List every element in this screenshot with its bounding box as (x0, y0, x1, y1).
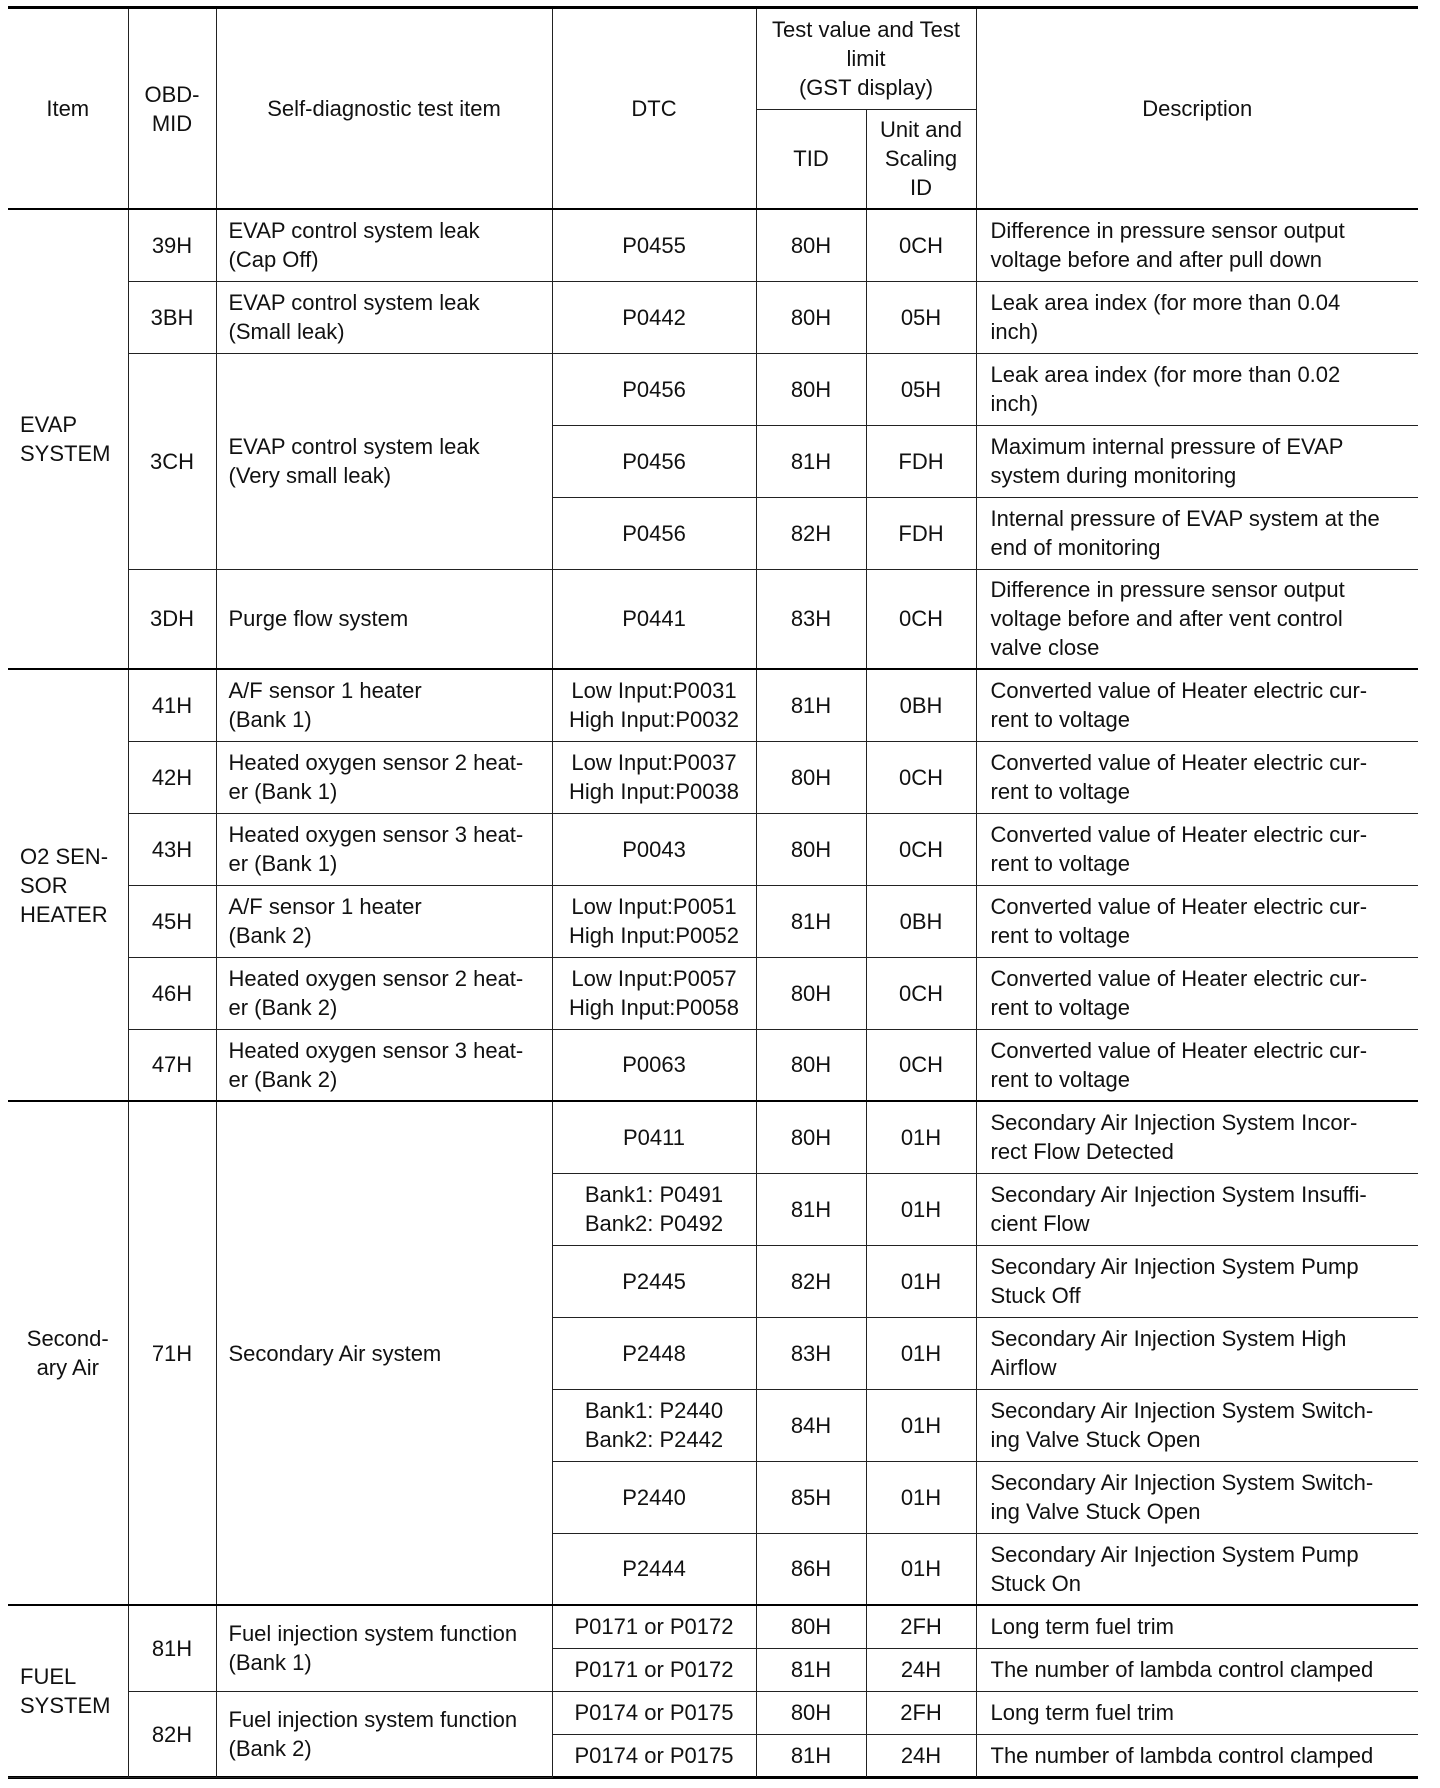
dtc-cell: P2445 (552, 1245, 756, 1317)
tid-cell: 80H (756, 281, 866, 353)
description-cell: Secondary Air Injection System High Airflow (976, 1317, 1418, 1389)
dtc-cell: Bank1: P0491 Bank2: P0492 (552, 1173, 756, 1245)
description-cell: The number of lambda control clamped (976, 1648, 1418, 1691)
test-item-cell: A/F sensor 1 heater (Bank 1) (216, 669, 552, 741)
header-test-item: Self-diagnostic test item (216, 9, 552, 209)
unit-cell: 05H (866, 353, 976, 425)
dtc-cell: P0442 (552, 281, 756, 353)
table-body (8, 209, 1418, 1777)
dtc-cell: P0043 (552, 813, 756, 885)
description-cell: Secondary Air Injection System Pump Stuck Off (976, 1245, 1418, 1317)
test-item-cell: Purge flow system (216, 569, 552, 669)
test-item-cell: A/F sensor 1 heater (Bank 2) (216, 885, 552, 957)
dtc-cell: P0063 (552, 1029, 756, 1101)
table-row (8, 1605, 1418, 1648)
table-header (8, 9, 1418, 209)
group-label-secondary-air: Second- ary Air (8, 1101, 128, 1605)
dtc-cell: P0174 or P0175 (552, 1734, 756, 1777)
unit-cell: 0CH (866, 813, 976, 885)
tid-cell: 83H (756, 1317, 866, 1389)
dtc-cell: P0456 (552, 425, 756, 497)
tid-cell: 83H (756, 569, 866, 669)
test-item-cell: Heated oxygen sensor 3 heat- er (Bank 1) (216, 813, 552, 885)
dtc-cell: P2440 (552, 1461, 756, 1533)
tid-cell: 82H (756, 1245, 866, 1317)
test-item-cell: Fuel injection system function (Bank 2) (216, 1691, 552, 1777)
tid-cell: 81H (756, 1648, 866, 1691)
obd-mid-cell: 81H (128, 1605, 216, 1691)
description-cell: Converted value of Heater electric cur- rent to voltage (976, 669, 1418, 741)
tid-cell: 84H (756, 1389, 866, 1461)
unit-cell: FDH (866, 497, 976, 569)
tid-cell: 81H (756, 669, 866, 741)
tid-cell: 81H (756, 1173, 866, 1245)
description-cell: Converted value of Heater electric cur- rent to voltage (976, 1029, 1418, 1101)
test-item-cell: EVAP control system leak (Cap Off) (216, 209, 552, 281)
header-tid: TID (756, 109, 866, 209)
obd-mid-cell: 71H (128, 1101, 216, 1605)
tid-cell: 80H (756, 1605, 866, 1648)
test-item-cell: Secondary Air system (216, 1101, 552, 1605)
description-cell: Secondary Air Injection System Switch- ing Valve Stuck Open (976, 1389, 1418, 1461)
dtc-cell: P0171 or P0172 (552, 1648, 756, 1691)
tid-cell: 81H (756, 1734, 866, 1777)
dtc-cell: Low Input:P0031 High Input:P0032 (552, 669, 756, 741)
description-cell: Converted value of Heater electric cur- rent to voltage (976, 813, 1418, 885)
unit-cell: 01H (866, 1461, 976, 1533)
header-description: Description (976, 9, 1418, 209)
table-row (8, 813, 1418, 885)
obd-mid-cell: 3CH (128, 353, 216, 569)
test-item-cell: EVAP control system leak (Very small leak) (216, 353, 552, 569)
test-item-cell: Heated oxygen sensor 2 heat- er (Bank 1) (216, 741, 552, 813)
dtc-cell: P0456 (552, 497, 756, 569)
unit-cell: FDH (866, 425, 976, 497)
unit-cell: 2FH (866, 1691, 976, 1734)
group-label-o2-sensor-heater: O2 SEN- SOR HEATER (8, 669, 128, 1101)
table-row (8, 885, 1418, 957)
header-test-value: Test value and Test limit (GST display) (756, 9, 976, 109)
tid-cell: 80H (756, 1029, 866, 1101)
table-row (8, 741, 1418, 813)
description-cell: Maximum internal pressure of EVAP system during monitoring (976, 425, 1418, 497)
unit-cell: 01H (866, 1389, 976, 1461)
unit-cell: 2FH (866, 1605, 976, 1648)
tid-cell: 80H (756, 353, 866, 425)
description-cell: Secondary Air Injection System Pump Stuck On (976, 1533, 1418, 1605)
unit-cell: 05H (866, 281, 976, 353)
header-obd-mid: OBD- MID (128, 9, 216, 209)
obd-mid-cell: 3DH (128, 569, 216, 669)
dtc-cell: Bank1: P2440 Bank2: P2442 (552, 1389, 756, 1461)
tid-cell: 80H (756, 1691, 866, 1734)
obd-mid-cell: 43H (128, 813, 216, 885)
unit-cell: 0CH (866, 741, 976, 813)
tid-cell: 80H (756, 209, 866, 281)
description-cell: Internal pressure of EVAP system at the end of monitoring (976, 497, 1418, 569)
self-diagnostic-test-table (8, 9, 1418, 1778)
dtc-cell: P0174 or P0175 (552, 1691, 756, 1734)
obd-mid-cell: 47H (128, 1029, 216, 1101)
dtc-cell: P0456 (552, 353, 756, 425)
header-unit-scaling-id: Unit and Scaling ID (866, 109, 976, 209)
table-row (8, 1101, 1418, 1173)
unit-cell: 0CH (866, 957, 976, 1029)
unit-cell: 0CH (866, 1029, 976, 1101)
description-cell: Leak area index (for more than 0.02 inch) (976, 353, 1418, 425)
header-dtc: DTC (552, 9, 756, 209)
tid-cell: 81H (756, 885, 866, 957)
unit-cell: 24H (866, 1734, 976, 1777)
description-cell: Converted value of Heater electric cur- rent to voltage (976, 741, 1418, 813)
description-cell: Leak area index (for more than 0.04 inch) (976, 281, 1418, 353)
dtc-cell: Low Input:P0037 High Input:P0038 (552, 741, 756, 813)
tid-cell: 86H (756, 1533, 866, 1605)
tid-cell: 85H (756, 1461, 866, 1533)
description-cell: Converted value of Heater electric cur- rent to voltage (976, 957, 1418, 1029)
description-cell: Long term fuel trim (976, 1691, 1418, 1734)
obd-mid-cell: 41H (128, 669, 216, 741)
table-row (8, 1691, 1418, 1734)
tid-cell: 80H (756, 1101, 866, 1173)
description-cell: Difference in pressure sensor output voltage before and after pull down (976, 209, 1418, 281)
tid-cell: 80H (756, 741, 866, 813)
description-cell: Secondary Air Injection System Switch- ing Valve Stuck Open (976, 1461, 1418, 1533)
unit-cell: 24H (866, 1648, 976, 1691)
obd-mid-cell: 82H (128, 1691, 216, 1777)
table-row (8, 569, 1418, 669)
table-row (8, 957, 1418, 1029)
test-item-cell: Heated oxygen sensor 2 heat- er (Bank 2) (216, 957, 552, 1029)
dtc-cell: P2448 (552, 1317, 756, 1389)
header-item: Item (8, 9, 128, 209)
unit-cell: 01H (866, 1173, 976, 1245)
dtc-cell: P0455 (552, 209, 756, 281)
dtc-cell: Low Input:P0057 High Input:P0058 (552, 957, 756, 1029)
unit-cell: 0CH (866, 209, 976, 281)
dtc-cell: P0411 (552, 1101, 756, 1173)
obd-mid-cell: 42H (128, 741, 216, 813)
description-cell: Converted value of Heater electric cur- rent to voltage (976, 885, 1418, 957)
tid-cell: 82H (756, 497, 866, 569)
obd-mid-cell: 46H (128, 957, 216, 1029)
tid-cell: 80H (756, 813, 866, 885)
tid-cell: 81H (756, 425, 866, 497)
unit-cell: 01H (866, 1317, 976, 1389)
description-cell: Secondary Air Injection System Incor- rect Flow Detected (976, 1101, 1418, 1173)
table-row (8, 209, 1418, 281)
unit-cell: 01H (866, 1101, 976, 1173)
description-cell: Secondary Air Injection System Insuffi- cient Flow (976, 1173, 1418, 1245)
table-row (8, 1029, 1418, 1101)
test-item-cell: Heated oxygen sensor 3 heat- er (Bank 2) (216, 1029, 552, 1101)
obd-mid-cell: 3BH (128, 281, 216, 353)
unit-cell: 0CH (866, 569, 976, 669)
dtc-cell: P0171 or P0172 (552, 1605, 756, 1648)
obd-mid-cell: 45H (128, 885, 216, 957)
dtc-cell: Low Input:P0051 High Input:P0052 (552, 885, 756, 957)
table-row (8, 281, 1418, 353)
unit-cell: 01H (866, 1533, 976, 1605)
tid-cell: 80H (756, 957, 866, 1029)
obd-mid-cell: 39H (128, 209, 216, 281)
unit-cell: 01H (866, 1245, 976, 1317)
description-cell: Difference in pressure sensor output voltage before and after vent control valve close (976, 569, 1418, 669)
table-row (8, 353, 1418, 425)
test-item-cell: EVAP control system leak (Small leak) (216, 281, 552, 353)
dtc-cell: P2444 (552, 1533, 756, 1605)
group-label-evap: EVAP SYSTEM (8, 209, 128, 669)
dtc-cell: P0441 (552, 569, 756, 669)
unit-cell: 0BH (866, 669, 976, 741)
table-row (8, 669, 1418, 741)
unit-cell: 0BH (866, 885, 976, 957)
test-item-cell: Fuel injection system function (Bank 1) (216, 1605, 552, 1691)
description-cell: The number of lambda control clamped (976, 1734, 1418, 1777)
group-label-fuel-system: FUEL SYSTEM (8, 1605, 128, 1777)
description-cell: Long term fuel trim (976, 1605, 1418, 1648)
obd-monitor-table-sheet (8, 6, 1418, 1779)
